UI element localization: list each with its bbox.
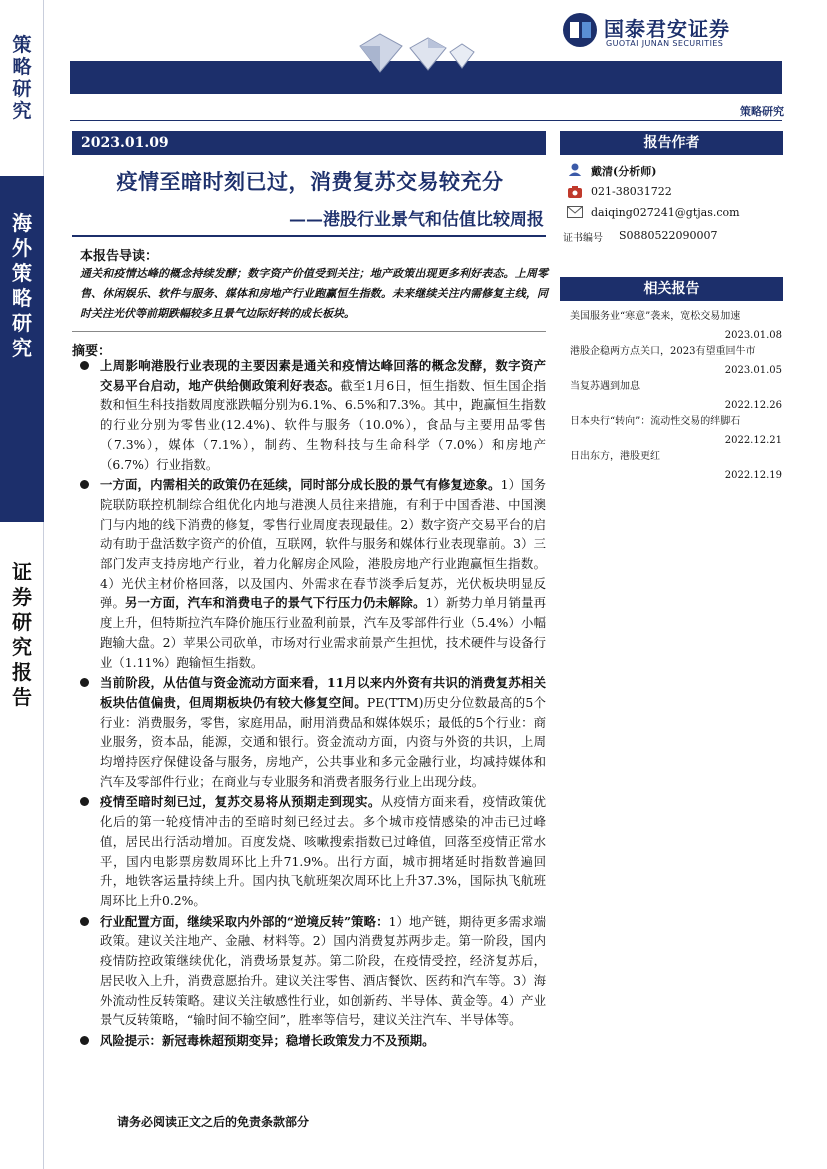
bullet-dot-icon xyxy=(80,480,89,489)
sidebar-section-bottom xyxy=(0,522,44,1169)
email-icon xyxy=(567,206,583,219)
left-sidebar xyxy=(0,0,44,1169)
related-report-item[interactable] xyxy=(570,342,782,376)
related-report-item[interactable] xyxy=(570,412,782,446)
guide-divider xyxy=(72,331,546,332)
report-title: 疫情至暗时刻已过，消费复苏交易较充分 xyxy=(116,169,504,194)
bullet-lead: 一方面，内需相关的政策仍在延续，同时部分成长股的景气有修复迹象。 xyxy=(100,477,501,493)
summary-bullet xyxy=(78,356,546,474)
company-logo xyxy=(562,10,784,50)
related-report-title[interactable]: 港股企稳两方点关口，2023有望重回牛市 xyxy=(570,346,756,357)
author-heading: 报告作者 xyxy=(560,131,783,155)
related-report-item[interactable] xyxy=(570,447,782,481)
bullet-text: 1）地产链，期待更多需求端政策。建议关注地产、金融、材料等。2）国内消费复苏两步走。第一阶段，国内疫情防控政策继续优化，消费场景复苏。第二阶段，在疫情受控，经济复苏后，居民收入上升，消费意愿抬升。建议关注零售、酒店餐饮、医药和汽车等。3）海外流动性反转策略。建议关注敏感性行业，如创新药、半导体、黄金等。4）产业景气反转策略，“输时间不输空间”，胜率等信号，建议关注汽车、半导体等。 xyxy=(100,913,546,1028)
sidebar-mid-label: 海外策略研究 xyxy=(12,211,32,360)
phone-icon xyxy=(567,185,583,198)
sidebar-section-mid xyxy=(0,176,44,522)
sidebar-top-label: 策略研究 xyxy=(12,34,32,122)
bullet-text: 截至1月6日，恒生指数、恒生国企指数和恒生科技指数周度涨跌幅分别为6.1%、6.5%和7.3%。其中，跑赢恒生指数的行业分别为零售业(12.4%)、软件与服务（10.0%），食品与主要用品零售（7.3%），媒体（7.1%），制药、生物科技与生命科学（7.0%）和房地产（6.7%）行业指数。 xyxy=(100,377,546,472)
related-report-item[interactable] xyxy=(570,307,782,341)
summary-bullet xyxy=(78,673,546,791)
related-report-date: 2023.01.08 xyxy=(724,330,782,341)
summary-label: 摘要： xyxy=(72,344,112,359)
cert-number: S0880522090007 xyxy=(619,229,718,242)
related-report-date: 2022.12.21 xyxy=(724,435,782,446)
bullet-dot-icon xyxy=(80,917,89,926)
bullet-lead: 疫情至暗时刻已过，复苏交易将从预期走到现实。 xyxy=(100,794,381,810)
related-report-title[interactable]: 美国服务业“寒意”袭来，宽松交易加速 xyxy=(570,311,741,322)
summary-bullet xyxy=(78,792,546,910)
related-report-title[interactable]: 日出东方，港股更红 xyxy=(570,451,660,462)
sidebar-section-top xyxy=(0,0,44,176)
related-report-title[interactable]: 当复苏遇到加息 xyxy=(570,381,640,392)
author-certificate xyxy=(563,229,718,244)
report-date-box xyxy=(72,131,546,155)
gem-decoration-icon xyxy=(340,28,480,78)
bullet-text: PE(TTM)历史分位数最高的5个行业：消费服务，零售，家庭用品，耐用消费品和媒体娱乐；最低的5个行业：商业服务，资本品，能源，交通和银行。资金流动方面，内资与外资的共识，上周均增持医疗保健设备与服务，房地产，公共事业和多元金融行业，均减持媒体和汽车及零部件行业；在商业与专业服务和消费者服务行业上出现分歧。 xyxy=(100,694,546,789)
bullet-dot-icon xyxy=(80,797,89,806)
report-subtitle: ——港股行业景气和估值比较周报 xyxy=(289,210,544,230)
bullet-text-2: 1）新势力单月销量再度上升，但特斯拉汽车降价施压行业盈利前景，汽车及零部件行业（5.4%）小幅跑输大盘。2）苹果公司砍单，市场对行业需求前景产生担忧，技术硬件与设备行业（1.11%）跑输恒生指数。 xyxy=(100,595,547,670)
bullet-lead: 风险提示：新冠毒株超预期变异；稳增长政策发力不及预期。 xyxy=(100,1032,435,1048)
bullet-lead-2: 另一方面，汽车和消费电子的景气下行压力仍未解除。 xyxy=(125,595,426,611)
summary-bullet xyxy=(78,912,546,1030)
related-report-date: 2022.12.19 xyxy=(724,470,782,481)
related-report-date: 2023.01.05 xyxy=(724,365,782,376)
related-heading: 相关报告 xyxy=(560,277,783,301)
bullet-lead: 当前阶段，从估值与资金流动方面来看，11月以来内外资有共识的消费复苏相关板块估值偏贵，但周期板块仍有较大修复空间。 xyxy=(100,675,546,710)
bullet-lead: 上周影响港股行业表现的主要因素是通关和疫情达峰回落的概念发酵，数字资产交易平台启动，地产供给侧政策利好表态。 xyxy=(100,358,546,393)
related-report-title[interactable]: 日本央行“转向”：流动性交易的绊脚石 xyxy=(570,416,741,427)
sidebar-bottom-label: 证券研究报告 xyxy=(12,560,32,709)
cert-label: 证书编号 xyxy=(563,233,603,244)
header-section-label: 策略研究 xyxy=(740,105,784,118)
bullet-dot-icon xyxy=(80,678,89,687)
logo-icon xyxy=(562,12,598,48)
disclaimer-footer: 请务必阅读正文之后的免责条款部分 xyxy=(117,1115,310,1129)
title-divider xyxy=(72,235,546,237)
bullet-lead: 行业配置方面，继续采取内外部的“逆境反转”策略： xyxy=(100,913,389,929)
summary-list xyxy=(78,356,546,1051)
report-date: 2023.01.09 xyxy=(81,135,169,151)
author-name: 戴清(分析师) xyxy=(591,165,657,178)
bullet-dot-icon xyxy=(80,1036,89,1045)
summary-bullet xyxy=(78,475,546,672)
person-icon xyxy=(567,163,583,176)
bullet-text: 1）国务院联防联控机制综合组优化内地与港澳人员往来措施，有利于中国香港、中国澳门与内地的线下消费的修复，零售行业周度表现最佳。2）数字资产交易平台的启动有助于盘活数字资产的价值，互联网，软件与服务和媒体行业表现靠前。3）三部门发声支持房地产行业，着力化解房企风险，港股房地产行业跑赢恒生指数。4）光伏主材价格回落，以及国内、外需求在春节淡季后复苏，光伏板块明显反弹。 xyxy=(100,477,546,611)
logo-name-en: GUOTAI JUNAN SECURITIES xyxy=(606,39,724,48)
bullet-dot-icon xyxy=(80,361,89,370)
author-email[interactable]: daiqing027241@gtjas.com xyxy=(591,206,740,219)
summary-bullet xyxy=(78,1031,546,1051)
author-phone: 021-38031722 xyxy=(591,185,672,198)
related-report-date: 2022.12.26 xyxy=(724,400,782,411)
related-report-item[interactable] xyxy=(570,377,782,411)
bullet-text: 从疫情方面来看，疫情政策优化后的第一轮疫情冲击的至暗时刻已经过去。多个城市疫情感染的冲击已过峰值，居民出行活动增加。百度发烧、咳嗽搜索指数已过峰值，回落至疫情正常水平，国内电影票房数周环比上升71.9%。出行方面，城市拥堵延时指数普遍回升，地铁客运量持续上升。国内执飞航班架次周环比上升37.3%，国际执飞航班周环比上升0.2%。 xyxy=(100,794,547,908)
guide-label: 本报告导读： xyxy=(80,249,159,264)
header-divider xyxy=(70,120,782,121)
logo-name-cn: 国泰君安证券 xyxy=(604,17,730,41)
guide-text: 通关和疫情达峰的概念持续发酵；数字资产价值受到关注；地产政策出现更多利好表态。上周零售、休闲娱乐、软件与服务、媒体和房地产行业跑赢恒生指数。未来继续关注内需修复主线，同时关注光伏等前期跌幅较多且景气边际好转的成长板块。 xyxy=(80,267,548,320)
